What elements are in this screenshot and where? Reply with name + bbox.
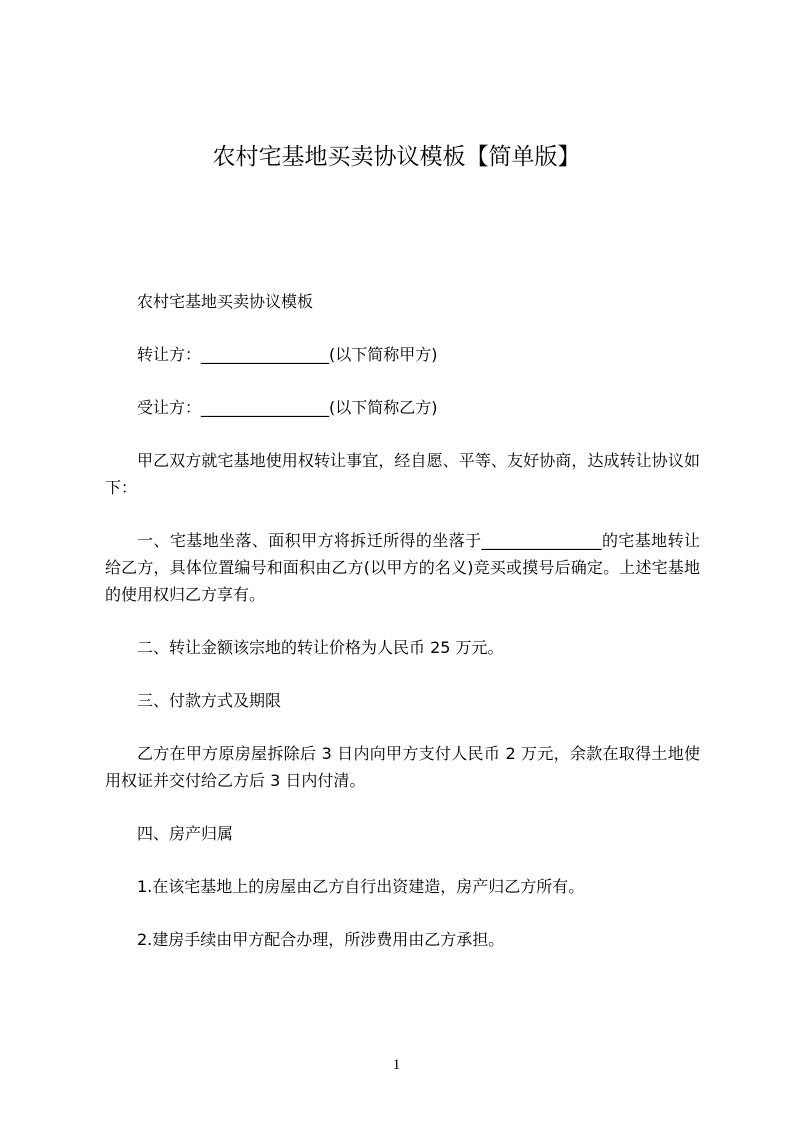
subtitle-paragraph: 农村宅基地买卖协议模板 (137, 292, 314, 311)
transferor-line: 转让方：________________(以下简称甲方) (137, 345, 438, 364)
document-title: 农村宅基地买卖协议模板【简单版】 (212, 144, 581, 170)
clause-3-payment-terms: 乙方在甲方原房屋拆除后 3 日内向甲方支付人民币 2 万元，余款在取得土地使用权证并交付给乙方后 3 日内付清。 (105, 744, 700, 790)
clause-4-heading: 四、房产归属 (137, 824, 234, 843)
clause-4-item-2: 2.建房手续由甲方配合办理，所涉费用由乙方承担。 (137, 930, 505, 949)
clause-4-item-1: 1.在该宅基地上的房屋由乙方自行出资建造，房产归乙方所有。 (137, 877, 585, 896)
page-number: 1 (392, 1057, 401, 1073)
clause-3-heading: 三、付款方式及期限 (137, 691, 282, 710)
clause-1-location-area: 一、宅基地坐落、面积甲方将拆迁所得的坐落于_______________的宅基地转让给乙方，具体位置编号和面积由乙方(以甲方的名义)竞买或摸号后确定。上述宅基地的使用权归乙方享有。 (105, 531, 700, 604)
document-body (105, 288, 700, 979)
transferee-line: 受让方：________________(以下简称乙方) (137, 398, 438, 417)
preamble-paragraph: 甲乙双方就宅基地使用权转让事宜，经自愿、平等、友好协商，达成转让协议如下： (105, 451, 700, 497)
clause-2-transfer-amount: 二、转让金额该宗地的转让价格为人民币 25 万元。 (137, 638, 504, 657)
